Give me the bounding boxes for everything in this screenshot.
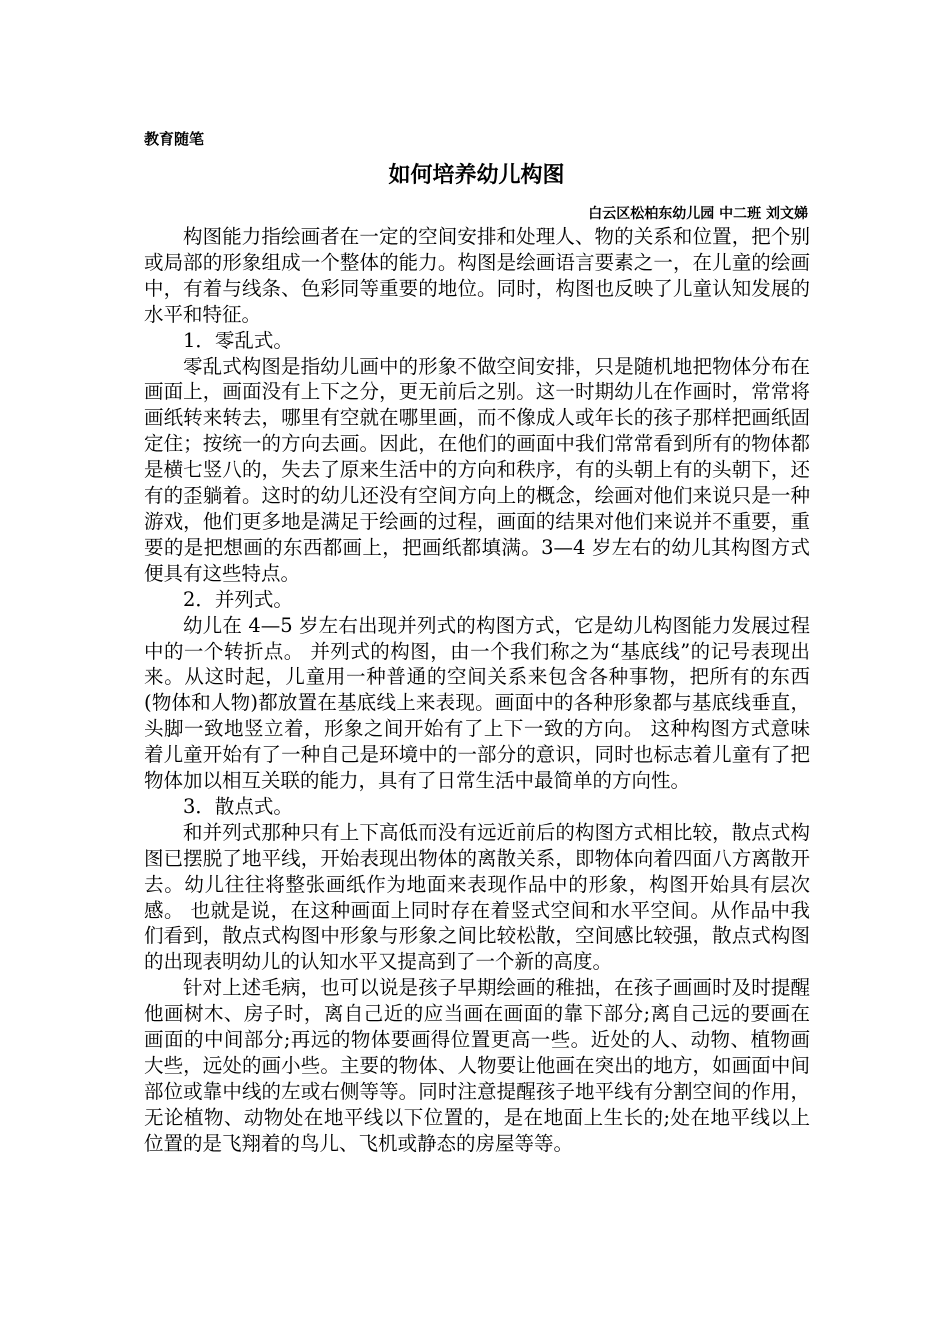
- page-title: 如何培养幼儿构图: [388, 163, 565, 188]
- section-heading-3: 3．散点式。: [183, 794, 293, 818]
- intro-paragraph: 构图能力指绘画者在一定的空间安排和处理人、物的关系和位置，把个别或局部的形象组成一个整体的能力。构图是绘画语言要素之一，在儿童的绘画中，有着与线条、色彩同等重要的地位。同时，构图也反映了儿童认知发展的水平和特征。: [144, 225, 810, 326]
- article-body: [144, 224, 810, 1157]
- section-paragraph-2: 幼儿在 4—5 岁左右出现并列式的构图方式，它是幼儿构图能力发展过程中的一个转折点。 并列式的构图，由一个我们称之为“基底线”的记号表现出来。从这时起，儿童用一种普通的空间关系来包含各种事物，把所有的东西(物体和人物)都放置在基底线上来表现。画面中的各种形象都与基底线垂直，头脚一致地竖立着，形象之间开始有了上下一致的方向。 这种构图方式意味着儿童开始有了一种自己是环境中的一部分的意识，同时也标志着儿童有了把物体加以相互关联的能力，具有了日常生活中最简单的方向性。: [144, 613, 810, 793]
- section-heading-1: 1．零乱式。: [183, 328, 293, 352]
- author-line: 白云区松柏东幼儿园 中二班 刘文娣: [588, 206, 808, 222]
- section-heading-2: 2．并列式。: [183, 587, 293, 611]
- section-paragraph-3: 和并列式那种只有上下高低而没有远近前后的构图方式相比较，散点式构图已摆脱了地平线，开始表现出物体的离散关系，即物体向着四面八方离散开去。幼儿往往将整张画纸作为地面来表现作品中的形象，构图开始具有层次感。 也就是说，在这种画面上同时存在着竖式空间和水平空间。从作品中我们看到，散点式构图中形象与形象之间比较松散，空间感比较强，散点式构图的出现表明幼儿的认知水平又提高到了一个新的高度。: [144, 820, 810, 974]
- conclusion-paragraph: 针对上述毛病，也可以说是孩子早期绘画的稚拙，在孩子画画时及时提醒他画树木、房子时，离自己近的应当画在画面的靠下部分;离自己远的要画在画面的中间部分;再远的物体要画得位置更高一些。近处的人、动物、植物画大些，远处的画小些。主要的物体、人物要让他画在突出的地方，如画面中间部位或靠中线的左或右侧等等。同时注意提醒孩子地平线有分割空间的作用，无论植物、动物处在地平线以下位置的，是在地面上生长的;处在地平线以上位置的是飞翔着的鸟儿、飞机或静态的房屋等等。: [144, 976, 810, 1155]
- section-paragraph-1: 零乱式构图是指幼儿画中的形象不做空间安排，只是随机地把物体分布在画面上，画面没有上下之分，更无前后之别。这一时期幼儿在作画时，常常将画纸转来转去，哪里有空就在哪里画，而不像成人或年长的孩子那样把画纸固定住；按统一的方向去画。因此，在他们的画面中我们常常看到所有的物体都是横七竖八的，失去了原来生活中的方向和秩序，有的头朝上有的头朝下，还有的歪躺着。这时的幼儿还没有空间方向上的概念，绘画对他们来说只是一种游戏，他们更多地是满足于绘画的过程，画面的结果对他们来说并不重要，重要的是把想画的东西都画上，把画纸都填满。3—4 岁左右的幼儿其构图方式便具有这些特点。: [144, 354, 810, 585]
- category-label: 教育随笔: [144, 130, 205, 148]
